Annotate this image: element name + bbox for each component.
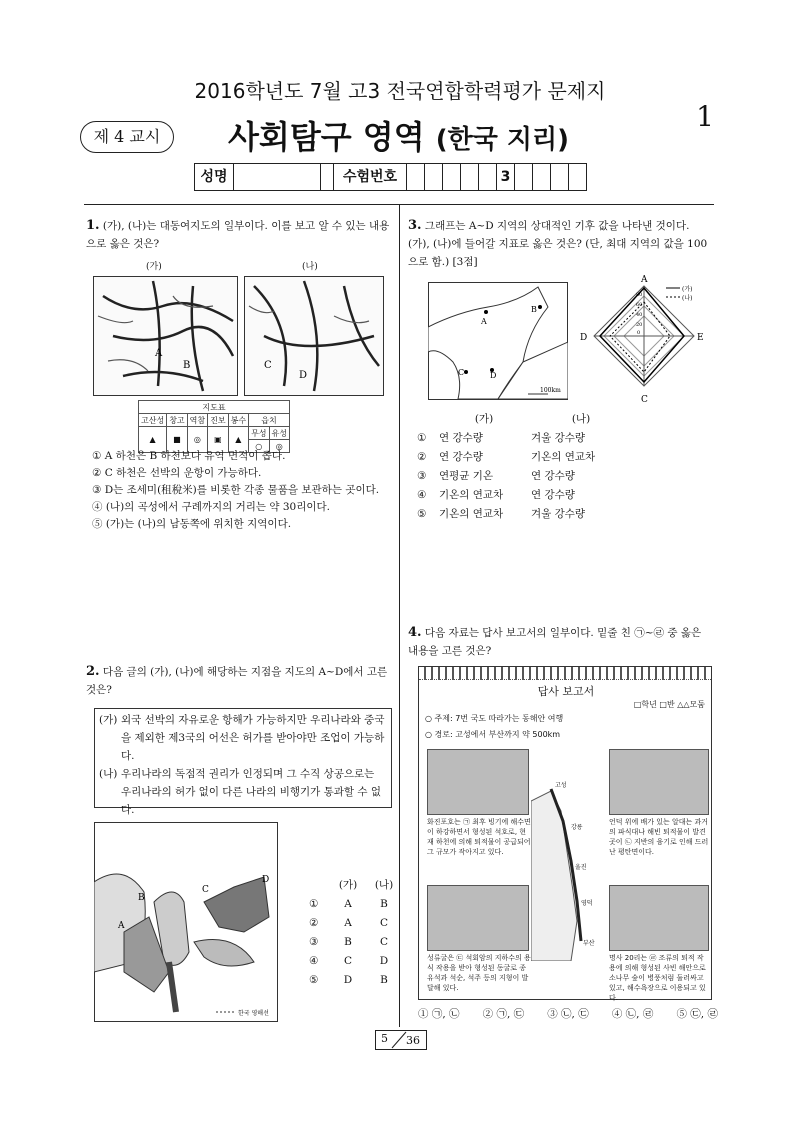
q2-col-b: (나) xyxy=(374,879,394,891)
q3-option-1[interactable]: ① 연 강수량 겨울 강수량 xyxy=(417,432,586,444)
legend-item: 봉수 xyxy=(228,414,248,427)
legend-item: 읍치 xyxy=(249,414,290,427)
q1-legend: 지도표 고산성 창고 역참 진보 봉수 읍치 ▲ ■ ◎ ▣ ▲ 무성 유성 ○ ◎ xyxy=(138,400,290,453)
report-caption-3: 성류굴은 ㉢ 석회암의 지하수의 용식 작용을 받아 형성된 동굴로 종유석과 석순, 석주 등의 지형이 발달해 있다. xyxy=(427,954,531,992)
radar-legend-b: (나) xyxy=(682,295,693,302)
q1-map-b xyxy=(244,276,384,396)
q4-option-2[interactable]: ② ㉠, ㉢ xyxy=(482,1008,525,1020)
radar-axis-e: E xyxy=(697,333,704,343)
q3-option-3[interactable]: ③ 연평균 기온 연 강수량 xyxy=(417,470,575,482)
q1-option-3[interactable]: ③ D는 조세미(租稅米)를 비롯한 각종 물품을 보관하는 곳이다. xyxy=(92,484,380,496)
radar-axis-c: C xyxy=(641,395,648,404)
q4-stem xyxy=(408,624,714,660)
q2-box-a-label: (가) xyxy=(99,714,118,726)
q1-options xyxy=(92,448,398,533)
name-field[interactable] xyxy=(234,164,321,190)
q1-text: (가), (나)는 대동여지도의 일부이다. 이를 보고 알 수 있는 내용으로 옳은 것은? xyxy=(86,220,390,250)
radar-axis-a: A xyxy=(641,275,648,285)
exam-no-cell[interactable] xyxy=(461,164,479,190)
report-caption-1: 화진포호는 ㉠ 최후 빙기에 해수면이 하강하면서 형성된 석호로, 현재 하천에 의해 퇴적물이 공급되어 그 규모가 작아지고 있다. xyxy=(427,818,531,856)
q1-map-b-label: (나) xyxy=(302,262,318,272)
q4-report xyxy=(418,666,712,1000)
q2-marker-a: A xyxy=(118,921,125,931)
q3-col-b: (나) xyxy=(571,413,591,425)
route-place: 울진 xyxy=(575,864,587,871)
q3-stem xyxy=(408,217,714,271)
q1-map-a xyxy=(93,276,238,396)
svg-text:20: 20 xyxy=(636,322,643,328)
report-caption-2: 언덕 위에 배가 있는 알대는 과거의 파식대나 해빈 퇴적물이 발견 곳이 ㉡ 지반의 융기로 인해 드러난 평탄면이다. xyxy=(609,818,709,856)
q3-radar xyxy=(580,272,710,404)
exam-title: 2016학년도 7월 고3 전국연합학력평가 문제지 xyxy=(194,79,606,103)
q4-number: 4. xyxy=(408,625,422,640)
q2-option-2[interactable]: ② A C xyxy=(309,917,389,929)
q2-box-b-text: 우리나라의 독점적 권리가 인정되며 그 수직 상공으로는 우리나라의 허가 없이 다른 나라의 비행기가 통과할 수 없다. xyxy=(121,768,381,816)
legend-item: 역참 xyxy=(187,414,207,427)
report-photo-terrace xyxy=(609,749,709,815)
radar-legend-a: (가) xyxy=(682,286,693,293)
q4-option-3[interactable]: ③ ㉡, ㉢ xyxy=(547,1008,589,1020)
session-badge: 제 4 교시 xyxy=(80,121,174,153)
q1-option-4[interactable]: ④ (나)의 곡성에서 구례까지의 거리는 약 30리이다. xyxy=(92,501,330,513)
subject-title xyxy=(228,112,569,158)
q1-marker-d: D xyxy=(299,370,308,381)
footer-page: 5 xyxy=(381,1032,388,1045)
q4-options xyxy=(418,1006,718,1023)
q2-col-a: (가) xyxy=(338,879,358,891)
q2-box-a-text: 외국 선박의 자유로운 항해가 가능하지만 우리나라와 중국을 제외한 제3국의 어선은 허가를 받아야만 조업이 가능하다. xyxy=(121,714,385,762)
report-photo-beach xyxy=(609,885,709,951)
exam-no-cell[interactable] xyxy=(533,164,551,190)
q1-number: 1. xyxy=(86,218,100,233)
q2-passage-box xyxy=(94,708,392,816)
footer-total: 36 xyxy=(406,1034,420,1047)
exam-no-label: 수험번호 xyxy=(334,164,407,190)
route-place: 강릉 xyxy=(571,824,583,831)
subject-sub: (한국 지리) xyxy=(435,125,570,155)
q3-map xyxy=(428,282,568,400)
report-title: 답사 보고서 xyxy=(537,685,595,698)
q4-option-5[interactable]: ⑤ ㉢, ㉣ xyxy=(676,1008,718,1020)
report-meta: □학년 □반 △△모둠 xyxy=(633,700,705,709)
legend-item: 고산성 xyxy=(139,414,167,427)
q3-text: 그래프는 A~D 지역의 상대적인 기후 값을 나타낸 것이다. (가), (나)에 들어갈 지표로 옳은 것은? (단, 최대 지역의 값을 100으로 함.) [3점] xyxy=(408,220,708,268)
q1-marker-c: C xyxy=(264,360,272,371)
report-photo-cave xyxy=(427,885,529,951)
legend-sub: 무성 xyxy=(249,427,269,440)
q2-option-4[interactable]: ④ C D xyxy=(309,955,389,967)
q2-option-3[interactable]: ③ B C xyxy=(309,936,389,948)
id-row xyxy=(194,163,587,191)
exam-no-cell[interactable] xyxy=(407,164,425,190)
report-route: ○ 경로: 고성에서 부산까지 약 500km xyxy=(425,730,561,739)
exam-no-cell[interactable] xyxy=(569,164,586,190)
page-footer xyxy=(375,1030,427,1050)
q2-option-5[interactable]: ⑤ D B xyxy=(309,974,388,986)
q3-marker-d: D xyxy=(490,371,497,380)
subject-main: 사회탐구 영역 xyxy=(228,118,425,156)
q4-option-4[interactable]: ④ ㉡, ㉣ xyxy=(611,1008,654,1020)
report-photo-lagoon xyxy=(427,749,529,815)
exam-no-cell[interactable] xyxy=(479,164,497,190)
q1-option-1[interactable]: ① A 하천은 B 하천보다 유역 면적이 좁다. xyxy=(92,450,286,462)
q2-option-1[interactable]: ① A B xyxy=(309,898,388,910)
q3-marker-a: A xyxy=(481,317,487,326)
radar-axis-d: D xyxy=(580,333,588,343)
svg-text:60: 60 xyxy=(636,302,643,308)
q4-option-1[interactable]: ① ㉠, ㉡ xyxy=(418,1008,460,1020)
q3-marker-c: C xyxy=(458,368,465,377)
q2-answer-table xyxy=(308,876,402,990)
q1-option-5[interactable]: ⑤ (가)는 (나)의 남동쪽에 위치한 지역이다. xyxy=(92,518,292,530)
q2-map-legend: 한국 영해선 xyxy=(238,1010,269,1017)
q2-number: 2. xyxy=(86,664,100,679)
q2-text: 다음 글의 (가), (나)에 해당하는 지점을 지도의 A~D에서 고른 것은? xyxy=(86,666,388,696)
legend-sub: 유성 xyxy=(269,427,289,440)
q2-marker-b: B xyxy=(138,893,145,903)
q1-option-2[interactable]: ② C 하천은 선박의 운항이 가능하다. xyxy=(92,467,262,479)
exam-no-digit: 3 xyxy=(497,164,515,190)
svg-text:80: 80 xyxy=(636,292,643,298)
route-place: 부산 xyxy=(583,940,595,947)
exam-no-cell[interactable] xyxy=(515,164,533,190)
q1-map-a-label: (가) xyxy=(146,262,162,272)
q3-answer-table xyxy=(416,410,632,524)
exam-no-cell[interactable] xyxy=(425,164,443,190)
q3-marker-b: B xyxy=(531,305,537,314)
q3-col-a: (가) xyxy=(474,413,494,425)
q4-text: 다음 자료는 답사 보고서의 일부이다. 밑줄 친 ㉠~㉣ 중 옳은 내용을 고른 것은? xyxy=(408,627,702,657)
name-label: 성명 xyxy=(195,164,234,190)
exam-no-cell[interactable] xyxy=(443,164,461,190)
q1-stem xyxy=(86,217,392,253)
q3-option-5[interactable]: ⑤ 기온의 연교차 겨울 강수량 xyxy=(417,508,586,520)
report-route-map xyxy=(531,771,607,961)
q1-marker-a: A xyxy=(155,348,163,359)
q2-marker-c: C xyxy=(202,885,209,895)
svg-text:0: 0 xyxy=(637,330,641,336)
page-number: 1 xyxy=(696,100,714,133)
q2-map xyxy=(94,822,278,1022)
route-place: 영덕 xyxy=(581,900,593,907)
q3-scale: 100km xyxy=(540,387,561,394)
svg-text:40: 40 xyxy=(636,312,643,318)
q3-number: 3. xyxy=(408,218,422,233)
report-binding xyxy=(419,667,711,680)
q1-marker-b: B xyxy=(183,360,191,371)
q3-option-2[interactable]: ② 연 강수량 기온의 연교차 xyxy=(417,451,596,463)
legend-item: 진보 xyxy=(208,414,228,427)
report-caption-4: 명사 20리는 ㉣ 조류의 퇴적 작용에 의해 형성된 사빈 해안으로 소나무 숲이 병풍처럼 둘러싸고 있고, 해수욕장으로 이용되고 있다. xyxy=(609,954,706,1002)
report-topic: ○ 주제: 7번 국도 따라가는 동해안 여행 xyxy=(425,714,564,723)
legend-item: 창고 xyxy=(167,414,187,427)
route-place: 고성 xyxy=(555,782,567,789)
q3-option-4[interactable]: ④ 기온의 연교차 연 강수량 xyxy=(417,489,575,501)
q2-marker-d: D xyxy=(262,875,270,885)
q2-stem xyxy=(86,663,392,699)
q2-box-b-label: (나) xyxy=(99,768,118,780)
legend-title: 지도표 xyxy=(139,401,290,414)
exam-no-cell[interactable] xyxy=(551,164,569,190)
